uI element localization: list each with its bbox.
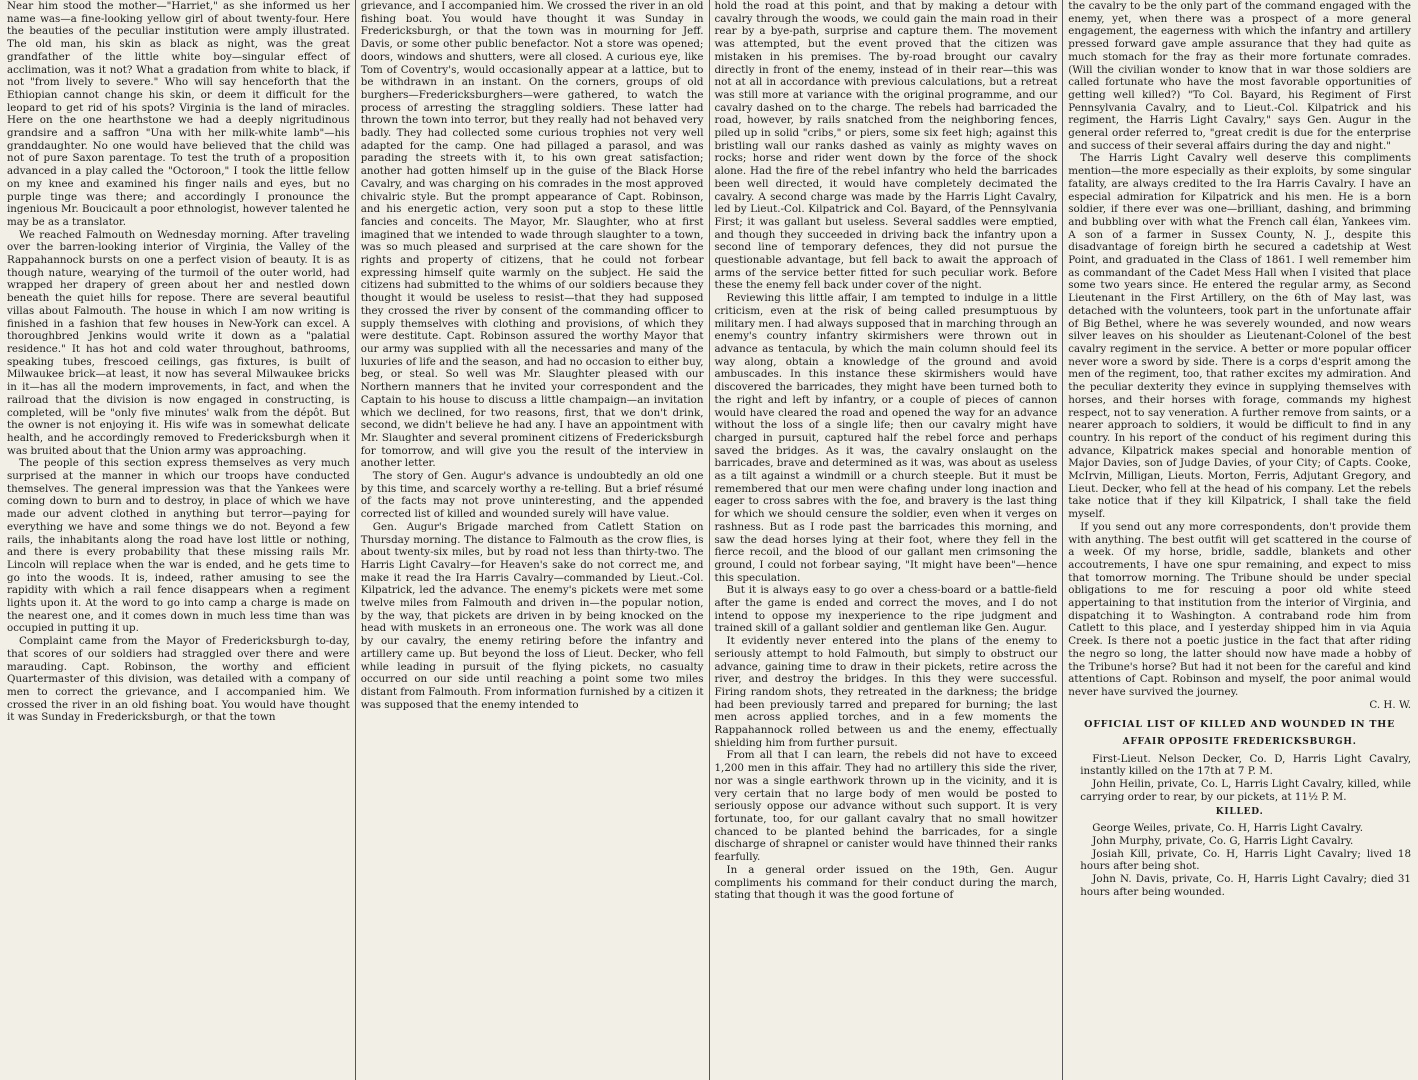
paragraph: the cavalry to be the only part of the command engaged with the enemy, yet, when there was a prospect of a more general engagement, the eagerness with which the infantry and artillery pressed forward gave ample assurance that they had quite as much stomach for the fray as their more fortunate comrades. (Will the civilian wonder to know that in war those soldiers are called fortunate who have the most favorable opportunities of getting well killed?) "To Col. Bayard, his Regiment of First Pennsylvania Cavalry, and to Lieut.-Col. Kilpatrick and his regiment, the Harris Light Cavalry," says Gen. Augur in the general order referred to, "great credit is due for the enterprise and success of their several affairs during the day and night."	[1068, 0, 1411, 152]
paragraph: hold the road at this point, and that by making a detour with cavalry through the woods, we could gain the main road in their rear by a bye-path, surprise and capture them. The movement was attempted, but the event proved that the citizen was mistaken in his premises. The by-road brought our cavalry directly in front of the enemy, instead of in their rear—this was not at all in accordance with previous calculations, but a retreat was still more at variance with the original programme, and our cavalry dashed on to the charge. The rebels had barricaded the road, however, by rails snatched from the neighboring fences, piled up in solid "cribs," or piers, some six feet high; against this bristling wall our ranks dashed as vainly as mighty waves on rocks; horse and rider went down by the force of the shock alone. Had the fire of the rebel infantry who held the barricades been well directed, it would have completely decimated the cavalry. A second charge was made by the Harris Light Cavalry, led by Lieut.-Col. Kilpatrick and Col. Bayard, of the Pennsylvania First; it was gallant but useless. Several saddles were emptied, and though they succeeded in driving back the infantry upon a second line of temporary defences, they did not pursue the questionable advantage, but fell back to await the approach of arms of the service better fitted for such peculiar work. Before these the enemy fell back under cover of the night.	[714, 0, 1058, 292]
killed-entry: John Murphy, private, Co. G, Harris Light Cavalry.	[1092, 835, 1354, 847]
casualty-entry: First-Lieut. Nelson Decker, Co. D, Harris Light Cavalry, instantly killed on the 17th at 7 P. M.	[1080, 752, 1411, 778]
paragraph: Gen. Augur's Brigade marched from Catlett Station on Thursday morning. The distance to Falmouth as the crow flies, is about twenty-six miles, but by road not less than thirty-two. The Harris Light Cavalry—for Heaven's sake do not correct me, and make it read the Ira Harris Cavalry—commanded by Lieut.-Col. Kilpatrick, led the advance. The enemy's pickets were met some twelve miles from Falmouth and driven in—the popular notion, by the way, that pickets are driven in by being knocked on the head with muskets in an erroneous one. The work was all done by our cavalry, the enemy retiring before the infantry and artillery came up. But beyond the loss of Lieut. Decker, who fell while leading in pursuit of the flying pickets, no casualty occurred on our side until reaching a point some two miles distant from Falmouth. From information furnished by a citizen it was supposed that the enemy intended to	[360, 520, 704, 711]
paragraph: It evidently never entered into the plans of the enemy to seriously attempt to hold Falmouth, but simply to obstruct our advance, gaining time to draw in their pickets, retire across the river, and destroy the bridges. In this they were successful. Firing random shots, they retreated in the darkness; the bridge had been previously tarred and prepared for burning; the last men across applied torches, and in a few moments the Rappahannock rolled between us and the enemy, effectually shielding him from further pursuit.	[714, 635, 1058, 749]
killed-entry: John N. Davis, private, Co. H, Harris Light Cavalry; died 31 hours after being wounded.	[1080, 873, 1411, 898]
paragraph: Near him stood the mother—"Harriet," as she informed us her name was—a fine-looking yellow girl of about twenty-four. Here the beauties of the peculiar institution were amply illustrated. The old man, his skin as black as night, was the great grandfather of the little white boy—singular effect of acclimation, was it not? What a gradation from white to black, if not "from lively to severe." Who will say henceforth that the Ethiopian cannot change his skin, or deem it difficult for the leopard to get rid of his spots? Virginia is the land of miracles. Here on the one hearthstone we had a deeply nigritudinous grandsire and a saffron "Una with her milk-white lamb"—his granddaughter. No one would have believed that the child was not of pure Saxon parentage. To test the truth of a proposition advanced in a play called the "Octoroon," I took the little fellow on my knee and examined his finger nails and eyes, but no purple tinge was there; and accordingly I pronounce the ingenious Mr. Boucicault a poor ethnologist, however talented he may be as a translator.	[7, 0, 350, 228]
killed-heading: KILLED.	[1215, 806, 1264, 817]
paragraph: In a general order issued on the 19th, Gen. Augur compliments his command for their conduct during the march, stating that though it was the good fortune of	[714, 863, 1058, 902]
paragraph: grievance, and I accompanied him. We crossed the river in an old fishing boat. You would have thought it was Sunday in Fredericksburgh, or that the town was in mourning for Jeff. Davis, or some other public benefactor. Not a store was opened; doors, windows and shutters, were all closed. A curious eye, like Tom of Coventry's, would occasionally appear at a lattice, but to be withdrawn in an instant. On the corners, groups of old burghers—Fredericksburghers—were gathered, to watch the process of arresting the straggling soldiers. These latter had thrown the town into terror, but they really had not behaved very badly. They had collected some curious trophies not very well adapted for the camp. One had pillaged a parasol, and was parading the streets with it, to his own great satisfaction; another had gotten himself up in the guise of the Black Horse Cavalry, and was charging on his comrades in the most approved chivalric style. But the prompt appearance of Capt. Robinson, and his energetic action, very soon put a stop to these little fancies and conceits. The Mayor, Mr. Slaughter, who at first imagined that we intended to wade through slaughter to a town, was so much pleased and surprised at the care shown for the rights and property of citizens, that he could not forbear expressing himself quite warmly on the subject. He said the citizens had submitted to the whims of our soldiers because they thought it would be useless to resist—that they had supposed they crossed the river by consent of the commanding officer to supply themselves with clothing and provisions, of which they were destitute. Capt. Robinson assured the worthy Mayor that our army was supplied with all the necessaries and many of the luxuries of life and the season, and had no occasion to either buy, beg, or steal. So well was Mr. Slaughter pleased with our Northern manners that he invited your correspondent and the Captain to his house to discuss a little champaign—an invitation which we declined, for two reasons, first, that we don't drink, second, we didn't believe he had any. I have an appointment with Mr. Slaughter and several prominent citizens of Fredericksburgh for tomorrow, and will give you the result of the interview in another letter.	[360, 0, 704, 470]
column-3	[709, 0, 1063, 1080]
paragraph: The Harris Light Cavalry well deserve this compliments mention—the more especially as their exploits, by some singular fatality, are always credited to the Ira Harris Cavalry. I have an especial admiration for Kilpatrick and his men. He is a born soldier, if there ever was one—brilliant, dashing, and brimming and bubbling over with what the French call élan, Yankees vim. A son of a farmer in Sussex County, N. J., despite this disadvantage of foreign birth he secured a cadetship at West Point, and graduated in the Class of 1861. I well remember him as commandant of the Cadet Mess Hall when I visited that place some two years since. He entered the regular army, as Second Lieutenant in the First Artillery, on the 6th of May last, was detached with the volunteers, took part in the unfortunate affair of Big Bethel, where he was severely wounded, and now wears silver leaves on his shoulder as Lieutenant-Colonel of the best cavalry regiment in the service. A better or more popular officer never wore a sword by side. There is a corps d'esprit among the men of the regiment, too, that rather excites my admiration. And the peculiar dexterity they evince in supplying themselves with horses, and their horses with forage, commands my highest respect, not to say veneration. A further remove from saints, or a nearer approach to soldiers, it would be difficult to find in any country. In his report of the conduct of his regiment during this advance, Kilpatrick makes special and honorable mention of Major Davies, son of Judge Davies, of your City; of Capts. Cooke, McIrvin, Milligan, Lieuts. Morton, Ferris, Adjutant Gregory, and Lieut. Decker, who fell at the head of his company. Let the rebels take notice that if they kill Kilpatrick, I shall take the field myself.	[1068, 152, 1411, 521]
signature: C. H. W.	[1369, 698, 1411, 711]
paragraph: Reviewing this little affair, I am tempted to indulge in a little criticism, even at the risk of being called presumptuous by military men. I had always supposed that in marching through an enemy's country infantry skirmishers were thrown out in advance as tentacula, by which the main column should feel its way along, obtain a knowledge of the ground and avoid ambuscades. In this instance these skirmishers would have discovered the barricades, they might have been turned both to the right and left by infantry, or a couple of pieces of cannon would have cleared the road and opened the way for an advance without the loss of a single life; then our cavalry might have charged in pursuit, captured half the rebel force and perhaps saved the bridges. As it was, the cavalry onslaught on the barricades, brave and determined as it was, was about as useless as a tilt against a windmill or a church steeple. But it must be remembered that our men were chafing under long inaction and eager to cross sabres with the foe, and bravery is the last thing for which we should censure the soldier, even when it verges on rashness. But as I rode past the barricades this morning, and saw the dead horses lying at their foot, where they fell in the fierce recoil, and the blood of our gallant men crimsoning the ground, I could not forbear saying, "It might have been"—hence this speculation.	[714, 292, 1058, 584]
killed-entry: George Weiles, private, Co. H, Harris Light Cavalry.	[1092, 822, 1363, 835]
casualty-list-subheading: AFFAIR OPPOSITE FREDERICKSBURGH.	[1122, 737, 1357, 748]
casualty-list-heading: OFFICIAL LIST OF KILLED AND WOUNDED IN THE	[1084, 719, 1396, 731]
column-1	[2, 0, 355, 1080]
paragraph: From all that I can learn, the rebels did not have to exceed 1,200 men in this affair. They had no artillery this side the river, nor was a single earthwork thrown up in the vicinity, and it is very certain that no large body of men would be posted to seriously oppose our advance without such support. It is very fortunate, too, for our gallant cavalry that no small howitzer chanced to be planted behind the barricades, for a single discharge of shrapnel or canister would have thinned their ranks fearfully.	[714, 749, 1058, 864]
paragraph: But it is always easy to go over a chess-board or a battle-field after the game is ended and correct the moves, and I do not intend to oppose my inexperience to the ripe judgment and trained skill of a gallant soldier and gentleman like Gen. Augur.	[714, 584, 1058, 635]
column-4	[1062, 0, 1416, 1080]
paragraph: The people of this section express themselves as very much surprised at the manner in which our troops have conducted themselves. The general impression was that the Yankees were coming down to burn and to destroy, in place of which we have made our advent clothed in anything but terror—paying for everything we have and some things we do not. Beyond a few rails, the inhabitants along the road have lost little or nothing, and there is every probability that these missing rails Mr. Lincoln will replace when the war is ended, and he gets time to go into the woods. It is, indeed, rather amusing to see the rapidity with which a rail fence disappears when a regiment lights upon it. At the word to go into camp a charge is made on the nearest one, and it comes down in much less time than was occupied in putting it up.	[7, 457, 350, 635]
paragraph: If you send out any more correspondents, don't provide them with anything. The best outfit will get scattered in the course of a week. Of my horse, bridle, saddle, blankets and other accoutrements, I have one spur remaining, and expect to miss that tomorrow morning. The Tribune should be under special obligations to me for rescuing a poor old white steed appertaining to that institution from the interior of Virginia, and dispatching it to Washington. A contraband rode him from Catlett to this place, and I yesterday shipped him in via Aquia Creek. Is there not a poetic justice in the fact that after riding the negro so long, the latter should now have made a hobby of the Tribune's horse? But had it not been for the careful and kind attentions of Capt. Robinson and myself, the poor animal would never have survived the journey.	[1068, 520, 1411, 698]
paragraph: We reached Falmouth on Wednesday morning. After traveling over the barren-looking interior of Virginia, the Valley of the Rappahannock bursts on one a perfect vision of beauty. It is as though nature, wearying of the turmoil of the outer world, had wrapped her drapery of green about her and nestled down beneath the quiet hills for repose. There are several beautiful villas about Falmouth. The house in which I am now writing is finished in a fashion that few houses in New-York can excel. A thoroughbred Jenkins would write it down as a "palatial residence." It has hot and cold water throughout, bathrooms, speaking tubes, frescoed ceilings, gas fixtures, is built of Milwaukee brick—at least, it now has several Milwaukee bricks in it—has all the modern improvements, in fact, and when the railroad that the division is now engaged in constructing, is completed, will be "only five minutes' walk from the dépôt. But the owner is not enjoying it. His wife was in somewhat delicate health, and he accordingly removed to Fredericksburgh when it was bruited about that the Union army was approaching.	[7, 228, 350, 457]
column-2	[355, 0, 709, 1080]
casualty-entry: John Heilin, private, Co. L, Harris Light Cavalry, killed, while carrying order to rear, by our pickets, at 11½ P. M.	[1080, 778, 1411, 803]
paragraph: The story of Gen. Augur's advance is undoubtedly an old one by this time, and scarcely worthy a re-telling. But a brief résumé of the facts may not prove uninteresting, and the appended corrected list of killed and wounded surely will have value.	[360, 470, 704, 521]
paragraph: Complaint came from the Mayor of Fredericksburgh to-day, that scores of our soldiers had straggled over there and were marauding. Capt. Robinson, the worthy and efficient Quartermaster of this division, was detailed with a company of men to correct the grievance, and I accompanied him. We crossed the river in an old fishing boat. You would have thought it was Sunday in Fredericksburgh, or that the town	[7, 635, 350, 724]
killed-entry: Josiah Kill, private, Co. H, Harris Light Cavalry; lived 18 hours after being shot.	[1080, 847, 1411, 873]
